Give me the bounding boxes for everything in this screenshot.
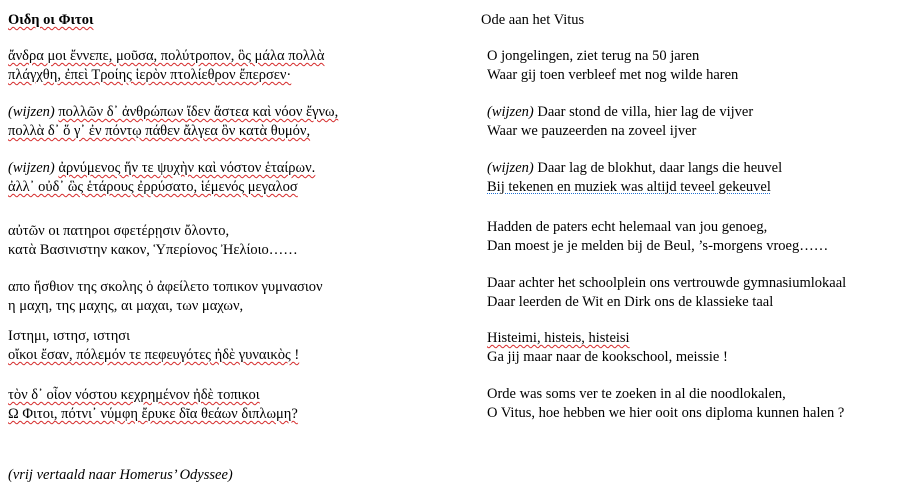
refrain-marker: (wijzen)	[8, 104, 55, 120]
greek-stanza-7	[8, 386, 298, 424]
dutch-stanza-1	[487, 47, 738, 85]
dutch-line: (wijzen) Daar stond de villa, hier lag de vijver	[487, 104, 754, 120]
greek-poem-title: Οιδη οι Φιτοι	[8, 12, 94, 28]
dutch-stanza-2	[487, 103, 753, 141]
greek-line: πολλὰ δ᾽ ὅ γ᾽ ἐν πόντῳ πάθεν ἄλγεα ὃν κατὰ θυμόν,	[8, 123, 311, 139]
dutch-line: Bij tekenen en muziek was altijd teveel gekeuvel	[487, 179, 771, 195]
greek-stanza-3	[8, 159, 315, 197]
greek-line: Ιστημι, ιστησ, ιστησι	[8, 328, 131, 344]
translation-footnote: (vrij vertaald naar Homerus’ Odyssee)	[8, 467, 233, 483]
dutch-line: O Vitus, hoe hebben we hier ooit ons diploma kunnen halen ?	[487, 405, 845, 421]
dutch-line: Waar gij toen verbleef met nog wilde haren	[487, 67, 739, 83]
dutch-line: Dan moest je je melden bij de Beul, ’s-morgens vroeg……	[487, 238, 829, 254]
greek-stanza-6	[8, 327, 299, 365]
greek-line: απο ἤσθιον της σκολης ὁ ἀφείλετο τοπικον γυμνασιον	[8, 279, 323, 295]
greek-line: οἴκοι ἔσαν, πόλεμόν τε πεφευγότες ἠδὲ γυναικὸς !	[8, 347, 300, 363]
dutch-line: Daar leerden de Wit en Dirk ons de klassieke taal	[487, 294, 774, 310]
dutch-line: Hadden de paters echt helemaal van jou genoeg,	[487, 219, 768, 235]
refrain-marker: (wijzen)	[8, 160, 55, 176]
dutch-stanza-4	[487, 218, 828, 256]
greek-stanza-2	[8, 103, 338, 141]
dutch-line: (wijzen) Daar lag de blokhut, daar langs die heuvel	[487, 160, 783, 176]
greek-stanza-4	[8, 222, 298, 260]
refrain-marker: (wijzen)	[487, 104, 534, 120]
greek-line: τὸν δ᾽ οἶον νόστου κεχρημένον ἠδὲ τοπικοι	[8, 387, 260, 403]
dutch-line: O jongelingen, ziet terug na 50 jaren	[487, 48, 700, 64]
greek-line: Ω Φιτοι, πότνι᾽ νύμφη ἔρυκε δῖα θεάων διπλωμη?	[8, 406, 298, 422]
greek-stanza-1	[8, 47, 325, 85]
dutch-line: Orde was soms ver te zoeken in al die noodlokalen,	[487, 386, 786, 402]
dutch-line: Daar achter het schoolplein ons vertrouwde gymnasiumlokaal	[487, 275, 847, 291]
greek-stanza-5	[8, 278, 323, 316]
dutch-line: Ga jij maar naar de kookschool, meissie !	[487, 349, 728, 365]
dutch-line: Waar we pauzeerden na zoveel ijver	[487, 123, 697, 139]
greek-line: η μαχη, της μαχης, αι μαχαι, των μαχων,	[8, 298, 244, 314]
greek-line: ἀλλ᾽ οὐδ᾽ ὣς ἑτάρους ἐρρύσατο, ἱέμενός μεγαλοσ	[8, 179, 298, 195]
dutch-stanza-7	[487, 385, 844, 423]
greek-line: (wijzen) πολλῶν δ᾽ ἀνθρώπων ἴδεν ἄστεα καὶ νόον ἔγνω,	[8, 104, 339, 120]
greek-line: κατὰ Βασινιστην κακον, Ὑπερίονος Ἠελίοιο……	[8, 242, 298, 258]
greek-line: πλάγχθη, ἐπεὶ Τροίης ἱερὸν πτολίεθρον ἔπερσεν·	[8, 67, 292, 83]
dutch-stanza-6	[487, 329, 728, 367]
greek-line: αὐτῶν οι πατηροι σφετέρῃσιν ὄλοντο,	[8, 223, 230, 239]
greek-line: ἄνδρα μοι ἔννεπε, μοῦσα, πολύτροπον, ὃς μάλα πολλὰ	[8, 48, 325, 64]
dutch-stanza-3	[487, 159, 782, 197]
dutch-stanza-5	[487, 274, 846, 312]
refrain-marker: (wijzen)	[487, 160, 534, 176]
dutch-line: Histeimi, histeis, histeisi	[487, 330, 630, 346]
dutch-poem-title: Ode aan het Vitus	[481, 12, 585, 28]
greek-line: (wijzen) ἀρνύμενος ἥν τε ψυχὴν καὶ νόστον ἑταίρων.	[8, 160, 316, 176]
